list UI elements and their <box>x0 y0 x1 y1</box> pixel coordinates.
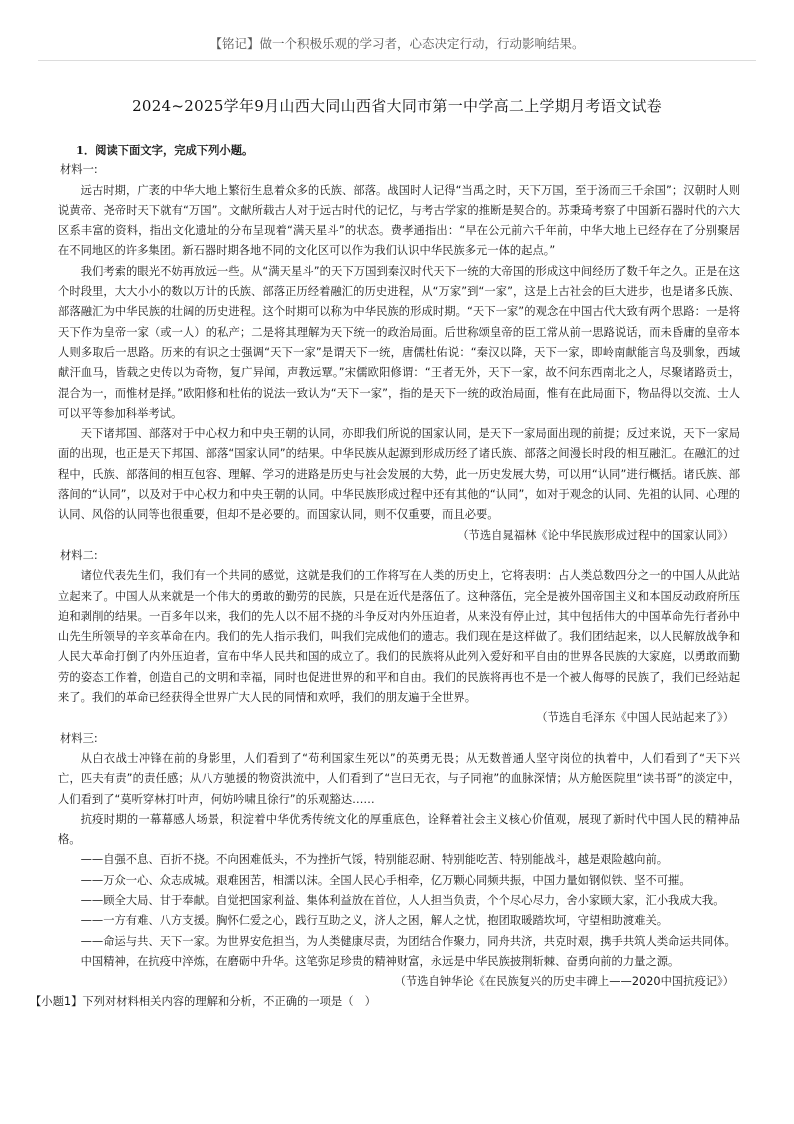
material-3-paragraph: 中国精神，在抗疫中淬炼，在磨砺中升华。这笔弥足珍贵的精神财富，永远是中华民族披荆斩棘、奋勇向前的力量之源。 <box>80 954 680 968</box>
material-2-source: （节选自毛泽东《中国人民站起来了》） <box>536 711 734 725</box>
material-1-source: （节选自晁福林《论中华民族形成过程中的国家认同》） <box>457 528 734 542</box>
header-divider <box>38 60 756 61</box>
material-3-list-item: ——自强不息、百折不挠。不向困难低头，不为挫折气馁，特别能忍耐、特别能吃苦、特别能战斗，越是艰险越向前。 <box>80 853 669 867</box>
material-3-paragraph: 抗疫时期的一幕幕感人场景，积淀着中华优秀传统文化的厚重底色，诠释着社会主义核心价值观，展现了新时代中国人民的精神品格。 <box>58 812 740 847</box>
material-1-paragraph: 远古时期，广袤的中华大地上繁衍生息着众多的氏族、部落。战国时人记得“当禹之时，天下万国，至于汤而三千余国”；汉朝时人则说黄帝、尧帝时天下就有“万国”。文献所载古人对于远古时代的记忆，与考古学家的推断是契合的。苏秉琦考察了中国新石器时代的六大区系丰富的资料，指出文化遗址的分布呈现着“满天星斗”的状态。费孝通指出：“早在公元前六千年前，中华大地上已经存在了分别聚居在不同地区的许多集团。新石器时期各地不同的文化区可以作为我们认识中华民族多元一体的起点。” <box>58 183 740 258</box>
material-3-label: 材料三: <box>60 731 98 745</box>
material-3-paragraph: 从白衣战士冲锋在前的身影里，人们看到了“苟利国家生死以”的英勇无畏；从无数普通人坚守岗位的执着中，人们看到了“天下兴亡，匹夫有责”的责任感；从八方驰援的物资洪流中，人们看到了“岂曰无衣，与子同袍”的血脉深情；从方舱医院里“读书哥”的淡定中，人们看到了“莫听穿林打叶声，何妨吟啸且徐行”的乐观豁达…… <box>58 751 740 806</box>
subquestion-1: 【小题1】下列对材料相关内容的理解和分析，不正确的一项是（ ） <box>30 995 377 1009</box>
material-3-list-item: ——命运与共、天下一家。为世界安危担当，为人类健康尽责，为团结合作聚力，同舟共济，共克时艰，携手共筑人类命运共同体。 <box>80 934 736 948</box>
material-1-paragraph: 我们考索的眼光不妨再放远一些。从“满天星斗”的天下万国到秦汉时代天下一统的大帝国的形成这中间经历了数千年之久。正是在这个时段里，大大小小的数以万计的氏族、部落正历经着融汇的历史进程，从“万家”到“一家”，这是上古社会的巨大进步，也是诸多氏族、部落融汇为中华民族的壮阔的历史进程。这个时期可以称为中华民族的形成时期。“天下一家”的观念在中国古代大致有两个思路：一是将天下作为皇帝一家（或一人）的私产；二是将其理解为天下统一的政治局面。后世称颂皇帝的臣工常从前一思路说话，而未昏庸的皇帝本人则多取后一思路。历来的有识之士强调“天下一家”是谓天下一统，唐儒杜佑说：“秦汉以降，天下一家，即岭南献能言鸟及驯象，西域献汗血马，皆载之史传以为奇物，复广异闻，声教远覃。”宋儒欧阳修谓：“王者无外，天下一家，故不问东西南北之人，尽聚诸路贡士，混合为一，而惟材是择。”欧阳修和杜佑的说法一致认为“天下一家”，指的是天下一统的政治局面，惟有在此局面下，物品得以交流、士人可以平等参加科举考试。 <box>58 264 740 420</box>
exam-content <box>30 140 740 1013</box>
material-1-paragraph: 天下诸邦国、部落对于中心权力和中央王朝的认同，亦即我们所说的国家认同，是天下一家局面出现的前提；反过来说，天下一家局面的出现，也正是天下邦国、部落“国家认同”的结果。中华民族从起源到形成历经了诸氏族、部落之间漫长时段的相互融汇。在融汇的过程中，氏族、部落间的相互包容、理解、学习的进路是历史与社会发展的大势，此一历史发展大势，可以用“认同”进行概括。诸氏族、部落间的“认同”，以及对于中心权力和中央王朝的认同。中华民族形成过程中还有其他的“认同”，如对于观念的认同、先祖的认同、心理的认同、风俗的认同等也很重要，但却不是必要的。而国家认同，则不仅重要，而且必要。 <box>58 427 740 522</box>
material-3-list-item: ——顾全大局、甘于奉献。自觉把国家利益、集体利益放在首位，人人担当负责，个个尽心尽力，舍小家顾大家，汇小我成大我。 <box>80 893 725 907</box>
material-3-list-item: ——万众一心、众志成城。艰难困苦，相濡以沫。全国人民心手相牵，亿万颗心同频共振，中国力量如钢似铁、坚不可摧。 <box>80 873 691 887</box>
material-1-label: 材料一: <box>60 163 98 177</box>
exam-title: 2024~2025学年9月山西大同山西省大同市第一中学高二上学期月考语文试卷 <box>132 97 662 115</box>
material-3-source: （节选自钟华论《在民族复兴的历史丰碑上——2020中国抗疫记》） <box>394 975 734 989</box>
material-3-list-item: ——一方有难、八方支援。胸怀仁爱之心，践行互助之义，济人之困，解人之忧，抱团取暖踏坎坷，守望相助渡难关。 <box>80 914 669 928</box>
question-intro: 1．阅读下面文字，完成下列小题。 <box>76 143 254 157</box>
material-2-label: 材料二: <box>60 548 98 562</box>
header-motto: 【铭记】做一个积极乐观的学习者，心态决定行动，行动影响结果。 <box>209 36 585 51</box>
material-2-paragraph: 诸位代表先生们，我们有一个共同的感觉，这就是我们的工作将写在人类的历史上，它将表明：占人类总数四分之一的中国人从此站立起来了。中国人从来就是一个伟大的勇敢的勤劳的民族，只是在近代是落伍了。这种落伍，完全是被外国帝国主义和本国反动政府所压迫和剥削的结果。一百多年以来，我们的先人以不屈不挠的斗争反对内外压迫者，从来没有停止过，其中包括伟大的中国革命先行者孙中山先生所领导的辛亥革命在内。我们的先人指示我们，叫我们完成他们的遗志。我们现在是这样做了。我们团结起来，以人民解放战争和人民大革命打倒了内外压迫者，宣布中华人民共和国的成立了。我们的民族将从此列入爱好和平自由的世界各民族的大家庭，以勇敢而勤劳的姿态工作着，创造自己的文明和幸福，同时也促进世界的和平和自由。我们的民族将再也不是一个被人侮辱的民族了，我们已经站起来了。我们的革命已经获得全世界广大人民的同情和欢呼，我们的朋友遍于全世界。 <box>58 569 740 705</box>
